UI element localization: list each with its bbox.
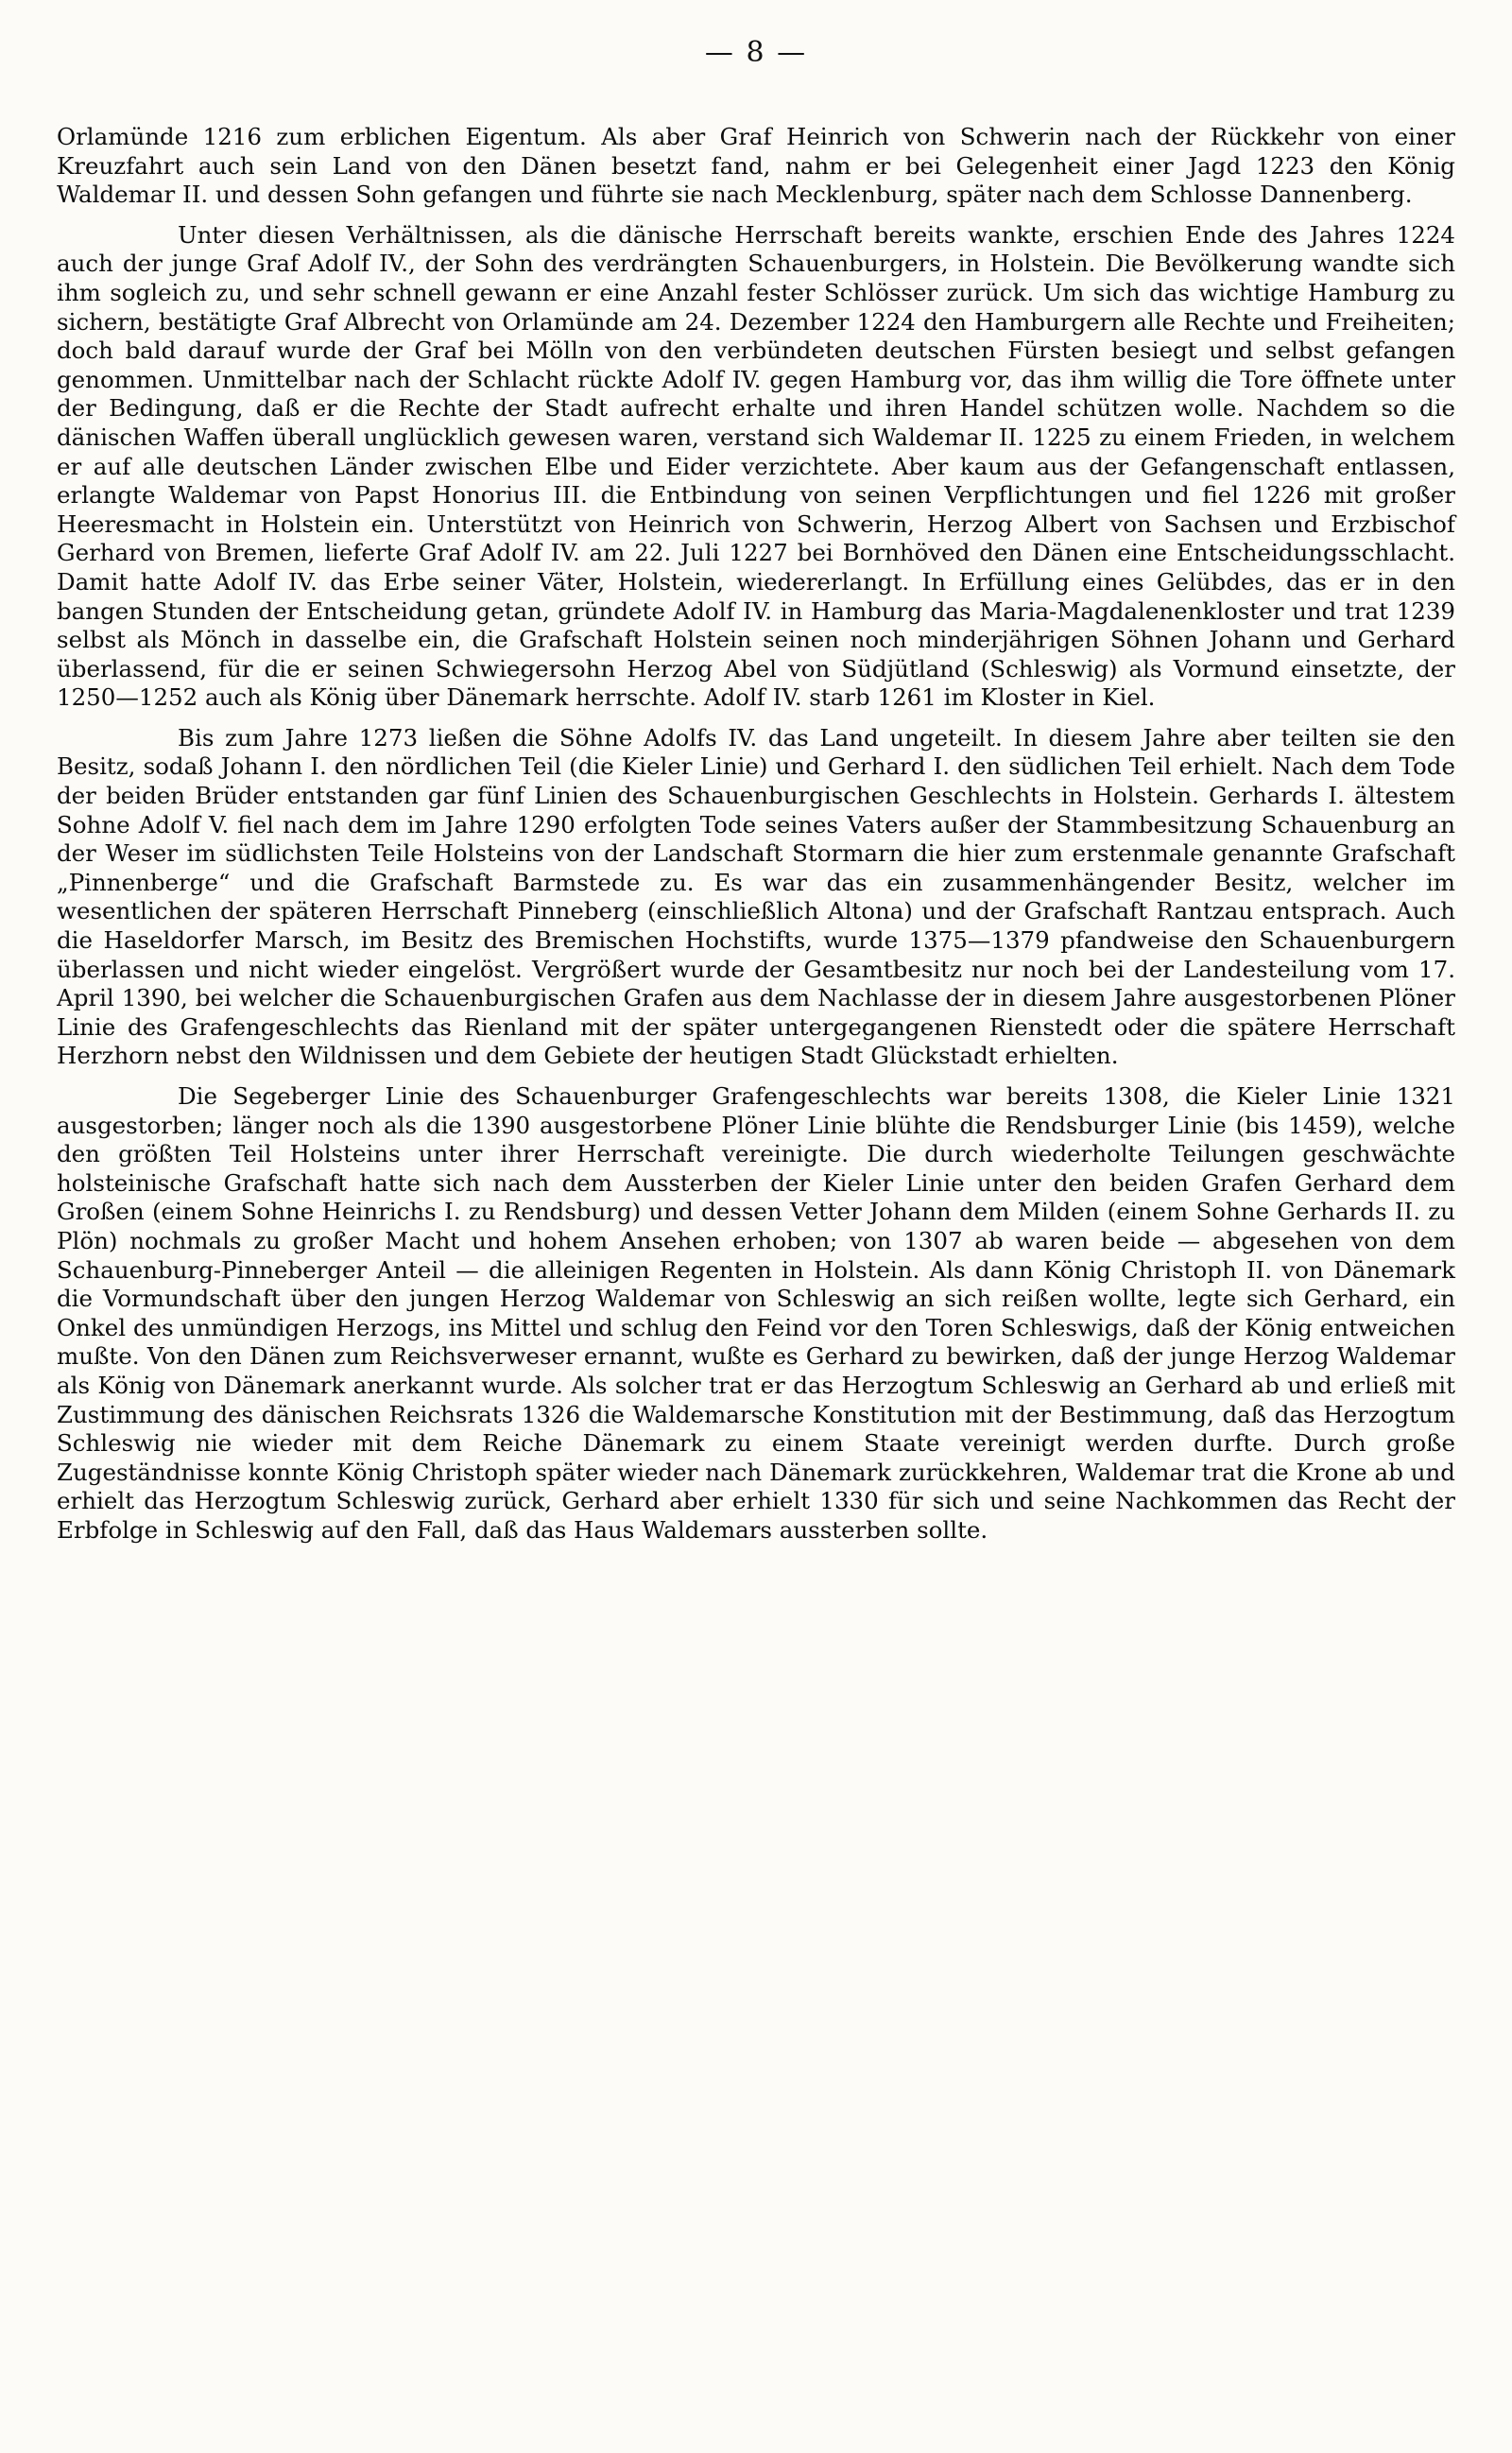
paragraph-1: Orlamünde 1216 zum erblichen Eigentum. Als aber Graf Heinrich von Schwerin nach der Rückkehr von einer Kreuzfahrt auch sein Land von den Dänen besetzt fand, nahm er bei Gelegenheit einer Jagd 1223 den König Waldemar II. und dessen Sohn gefangen und führte sie nach Mecklenburg, später nach dem Schlosse Dannenberg. (57, 123, 1455, 209)
body-text (57, 123, 1455, 1557)
page-number: — 8 — (704, 36, 808, 69)
paragraph-3: Bis zum Jahre 1273 ließen die Söhne Adolfs IV. das Land ungeteilt. In diesem Jahre aber teilten sie den Besitz, sodaß Johann I. den nördlichen Teil (die Kieler Linie) und Gerhard I. den südlichen Teil erhielt. Nach dem Tode der beiden Brüder entstanden gar fünf Linien des Schauenburgischen Geschlechts in Holstein. Gerhards I. ältestem Sohne Adolf V. fiel nach dem im Jahre 1290 erfolgten Tode seines Vaters außer der Stammbesitzung Schauenburg an der Weser im südlichsten Teile Holsteins von der Landschaft Stormarn die hier zum erstenmale genannte Grafschaft „Pinnenberge“ und die Grafschaft Barmstede zu. Es war das ein zusammenhängender Besitz, welcher im wesentlichen der späteren Herrschaft Pinneberg (einschließlich Altona) und der Grafschaft Rantzau entsprach. Auch die Haseldorfer Marsch, im Besitz des Bremischen Hochstifts, wurde 1375—1379 pfandweise den Schauenburgern überlassen und nicht wieder eingelöst. Vergrößert wurde der Gesamtbesitz nur noch bei der Landesteilung vom 17. April 1390, bei welcher die Schauenburgischen Grafen aus dem Nachlasse der in diesem Jahre ausgestorbenen Plöner Linie des Grafengeschlechts das Rienland mit der später untergegangenen Rienstedt oder die spätere Herrschaft Herzhorn nebst den Wildnissen und dem Gebiete der heutigen Stadt Glückstadt erhielten. (57, 723, 1455, 1070)
paragraph-2: Unter diesen Verhältnissen, als die dänische Herrschaft bereits wankte, erschien Ende des Jahres 1224 auch der junge Graf Adolf IV., der Sohn des verdrängten Schauenburgers, in Holstein. Die Bevölkerung wandte sich ihm sogleich zu, und sehr schnell gewann er eine Anzahl fester Schlösser zurück. Um sich das wichtige Hamburg zu sichern, bestätigte Graf Albrecht von Orlamünde am 24. Dezember 1224 den Hamburgern alle Rechte und Freiheiten; doch bald darauf wurde der Graf bei Mölln von den verbündeten deutschen Fürsten besiegt und selbst gefangen genommen. Unmittelbar nach der Schlacht rückte Adolf IV. gegen Hamburg vor, das ihm willig die Tore öffnete unter der Bedingung, daß er die Rechte der Stadt aufrecht erhalte und ihren Handel schützen wolle. Nachdem so die dänischen Waffen überall unglücklich gewesen waren, verstand sich Waldemar II. 1225 zu einem Frieden, in welchem er auf alle deutschen Länder zwischen Elbe und Eider verzichtete. Aber kaum aus der Gefangenschaft entlassen, erlangte Waldemar von Papst Honorius III. die Entbindung von seinen Verpflichtungen und fiel 1226 mit großer Heeresmacht in Holstein ein. Unterstützt von Heinrich von Schwerin, Herzog Albert von Sachsen und Erzbischof Gerhard von Bremen, lieferte Graf Adolf IV. am 22. Juli 1227 bei Bornhöved den Dänen eine Entscheidungsschlacht. Damit hatte Adolf IV. das Erbe seiner Väter, Holstein, wiedererlangt. In Erfüllung eines Gelübdes, das er in den bangen Stunden der Entscheidung getan, gründete Adolf IV. in Hamburg das Maria-Magdalenenkloster und trat 1239 selbst als Mönch in dasselbe ein, die Grafschaft Holstein seinen noch minderjährigen Söhnen Johann und Gerhard überlassend, für die er seinen Schwiegersohn Herzog Abel von Südjütland (Schleswig) als Vormund einsetzte, der 1250—1252 auch als König über Dänemark herrschte. Adolf IV. starb 1261 im Kloster in Kiel. (57, 220, 1455, 712)
paragraph-4: Die Segeberger Linie des Schauenburger Grafengeschlechts war bereits 1308, die Kieler Linie 1321 ausgestorben; länger noch als die 1390 ausgestorbene Plöner Linie blühte die Rendsburger Linie (bis 1459), welche den größten Teil Holsteins unter ihrer Herrschaft vereinigte. Die durch wiederholte Teilungen geschwächte holsteinische Grafschaft hatte sich nach dem Aussterben der Kieler Linie unter den beiden Grafen Gerhard dem Großen (einem Sohne Heinrichs I. zu Rendsburg) und dessen Vetter Johann dem Milden (einem Sohne Gerhards II. zu Plön) nochmals zu großer Macht und hohem Ansehen erhoben; von 1307 ab waren beide — abgesehen von dem Schauenburg-Pinneberger Anteil — die alleinigen Regenten in Holstein. Als dann König Christoph II. von Dänemark die Vormundschaft über den jungen Herzog Waldemar von Schleswig an sich reißen wollte, legte sich Gerhard, ein Onkel des unmündigen Herzogs, ins Mittel und schlug den Feind vor den Toren Schleswigs, daß der König entweichen mußte. Von den Dänen zum Reichsverweser ernannt, wußte es Gerhard zu bewirken, daß der junge Herzog Waldemar als König von Dänemark anerkannt wurde. Als solcher trat er das Herzogtum Schleswig an Gerhard ab und erließ mit Zustimmung des dänischen Reichsrats 1326 die Waldemarsche Konstitution mit der Bestimmung, daß das Herzogtum Schleswig nie wieder mit dem Reiche Dänemark zu einem Staate vereinigt werden durfte. Durch große Zugeständnisse konnte König Christoph später wieder nach Dänemark zurückkehren, Waldemar trat die Krone ab und erhielt das Herzogtum Schleswig zurück, Gerhard aber erhielt 1330 für sich und seine Nachkommen das Recht der Erbfolge in Schleswig auf den Fall, daß das Haus Waldemars aussterben sollte. (57, 1082, 1455, 1544)
